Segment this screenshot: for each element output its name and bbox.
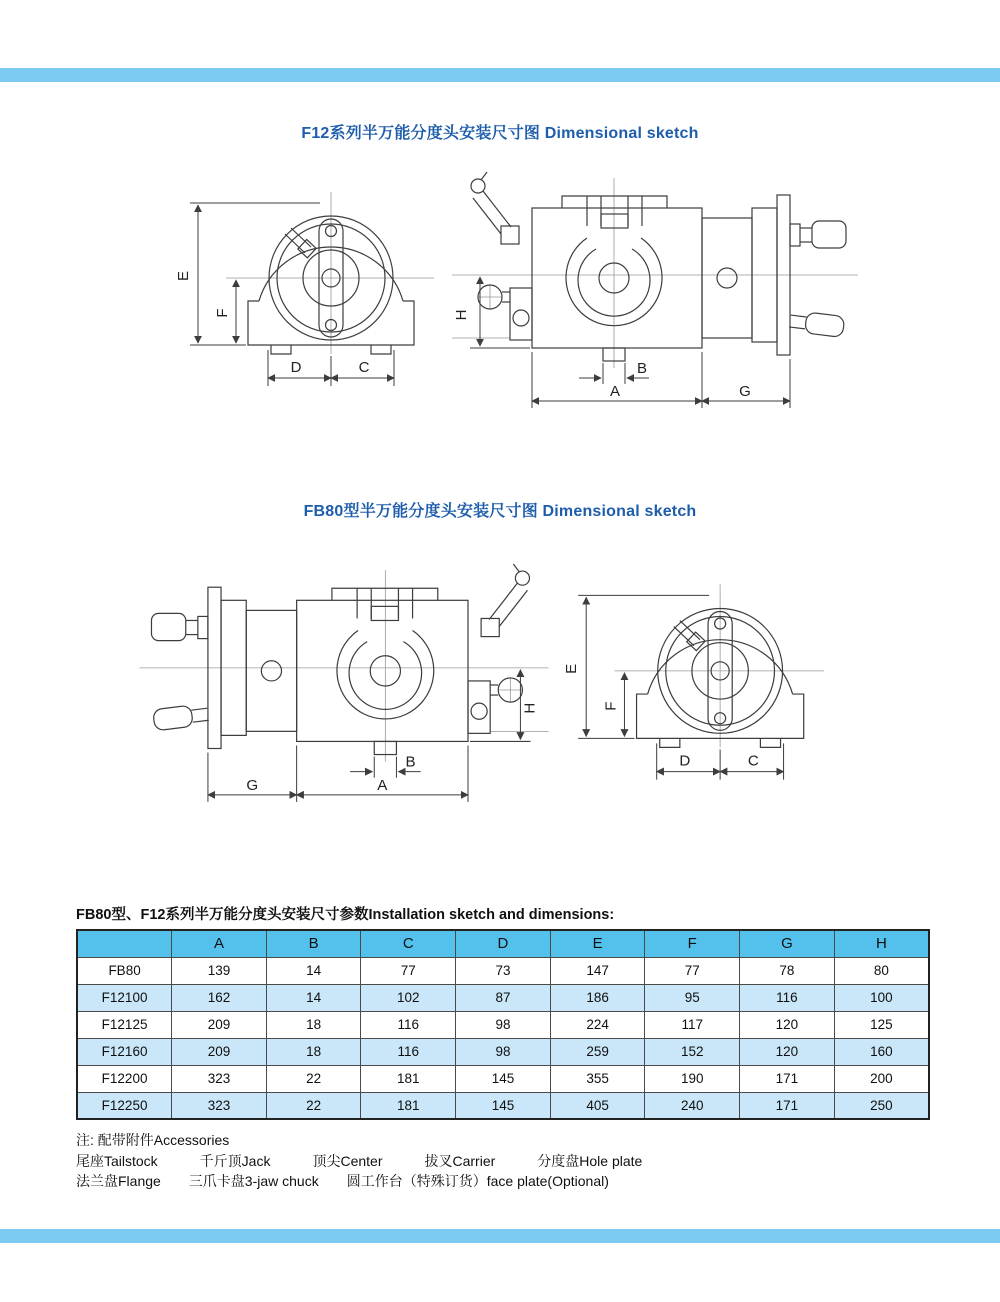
value-cell: 102 — [361, 984, 456, 1011]
column-header — [77, 930, 172, 957]
table-row — [77, 1038, 929, 1065]
value-cell: 77 — [645, 957, 740, 984]
table-row — [77, 1065, 929, 1092]
f12-side-view-drawing — [452, 170, 862, 418]
table-row — [77, 984, 929, 1011]
side-body-outline — [471, 172, 846, 361]
value-cell: 87 — [456, 984, 551, 1011]
table-row — [77, 1011, 929, 1038]
value-cell: 98 — [456, 1011, 551, 1038]
bottom-accent-bar — [0, 1229, 1000, 1243]
dim-label-d: D — [679, 752, 691, 770]
model-cell: FB80 — [77, 957, 172, 984]
value-cell: 145 — [456, 1065, 551, 1092]
value-cell: 116 — [361, 1011, 456, 1038]
dimensions-table — [76, 929, 930, 1120]
model-cell: F12200 — [77, 1065, 172, 1092]
column-header: C — [361, 930, 456, 957]
model-cell: F12250 — [77, 1092, 172, 1119]
value-cell: 14 — [266, 984, 361, 1011]
value-cell: 250 — [834, 1092, 929, 1119]
dim-label-c: C — [747, 752, 759, 770]
value-cell: 147 — [550, 957, 645, 984]
fb80-front-view-drawing — [556, 572, 848, 802]
value-cell: 405 — [550, 1092, 645, 1119]
section2-title: FB80型半万能分度头安装尺寸图 Dimensional sketch — [303, 503, 697, 520]
dim-label-h: H — [453, 309, 470, 321]
value-cell: 139 — [172, 957, 267, 984]
dim-label-f: F — [214, 308, 231, 318]
value-cell: 323 — [172, 1092, 267, 1119]
value-cell: 209 — [172, 1011, 267, 1038]
table-row — [77, 957, 929, 984]
value-cell: 120 — [740, 1011, 835, 1038]
value-cell: 78 — [740, 957, 835, 984]
dim-label-h: H — [521, 702, 539, 714]
mirrored-geometry — [139, 564, 548, 802]
column-header: B — [266, 930, 361, 957]
value-cell: 125 — [834, 1011, 929, 1038]
table-body — [77, 957, 929, 1119]
value-cell: 323 — [172, 1065, 267, 1092]
value-cell: 152 — [645, 1038, 740, 1065]
value-cell: 200 — [834, 1065, 929, 1092]
column-header: E — [550, 930, 645, 957]
value-cell: 259 — [550, 1038, 645, 1065]
value-cell: 171 — [740, 1065, 835, 1092]
dim-label-d: D — [290, 359, 302, 376]
value-cell: 224 — [550, 1011, 645, 1038]
value-cell: 181 — [361, 1065, 456, 1092]
value-cell: 116 — [740, 984, 835, 1011]
value-cell: 171 — [740, 1092, 835, 1119]
value-cell: 73 — [456, 957, 551, 984]
value-cell: 162 — [172, 984, 267, 1011]
top-accent-bar — [0, 68, 1000, 82]
value-cell: 18 — [266, 1038, 361, 1065]
value-cell: 181 — [361, 1092, 456, 1119]
fb80-side-view-drawing — [126, 562, 558, 812]
value-cell: 240 — [645, 1092, 740, 1119]
model-cell: F12160 — [77, 1038, 172, 1065]
notes-line-items-2: 法兰盘Flange 三爪卡盘3-jaw chuck 圆工作台（特殊订货）face plate(Optional) — [76, 1173, 609, 1189]
dim-label-a: A — [609, 383, 621, 400]
value-cell: 209 — [172, 1038, 267, 1065]
value-cell: 22 — [266, 1092, 361, 1119]
dim-label-g: G — [246, 776, 259, 794]
value-cell: 145 — [456, 1092, 551, 1119]
dim-label-f: F — [602, 701, 620, 711]
dim-label-b: B — [405, 753, 416, 771]
value-cell: 95 — [645, 984, 740, 1011]
section1-title: F12系列半万能分度头安装尺寸图 Dimensional sketch — [301, 125, 699, 142]
dim-label-a: A — [377, 776, 388, 794]
column-header: F — [645, 930, 740, 957]
value-cell: 100 — [834, 984, 929, 1011]
value-cell: 160 — [834, 1038, 929, 1065]
value-cell: 77 — [361, 957, 456, 984]
dim-label-c: C — [358, 359, 370, 376]
value-cell: 18 — [266, 1011, 361, 1038]
f12-front-view-drawing — [168, 180, 458, 408]
column-header: G — [740, 930, 835, 957]
notes-line-accessories: 注: 配带附件Accessories — [76, 1132, 230, 1148]
value-cell: 355 — [550, 1065, 645, 1092]
notes-block — [76, 1130, 642, 1192]
value-cell: 116 — [361, 1038, 456, 1065]
value-cell: 186 — [550, 984, 645, 1011]
dim-label-g: G — [739, 383, 751, 400]
notes-line-items-1: 尾座Tailstock 千斤顶Jack 顶尖Center 拔叉Carrier 分度盘Hole plate — [76, 1152, 643, 1169]
dim-label-e: E — [563, 663, 581, 674]
model-cell: F12100 — [77, 984, 172, 1011]
value-cell: 80 — [834, 957, 929, 984]
dim-label-b: B — [637, 360, 648, 377]
column-header: A — [172, 930, 267, 957]
model-cell: F12125 — [77, 1011, 172, 1038]
column-header: D — [456, 930, 551, 957]
value-cell: 22 — [266, 1065, 361, 1092]
dim-label-e: E — [175, 270, 192, 282]
column-header: H — [834, 930, 929, 957]
value-cell: 117 — [645, 1011, 740, 1038]
value-cell: 190 — [645, 1065, 740, 1092]
value-cell: 120 — [740, 1038, 835, 1065]
value-cell: 14 — [266, 957, 361, 984]
value-cell: 98 — [456, 1038, 551, 1065]
table-row — [77, 1092, 929, 1119]
table-header-row — [77, 930, 929, 957]
table-caption: FB80型、F12系列半万能分度头安装尺寸参数Installation sketch and dimensions: — [76, 907, 615, 923]
